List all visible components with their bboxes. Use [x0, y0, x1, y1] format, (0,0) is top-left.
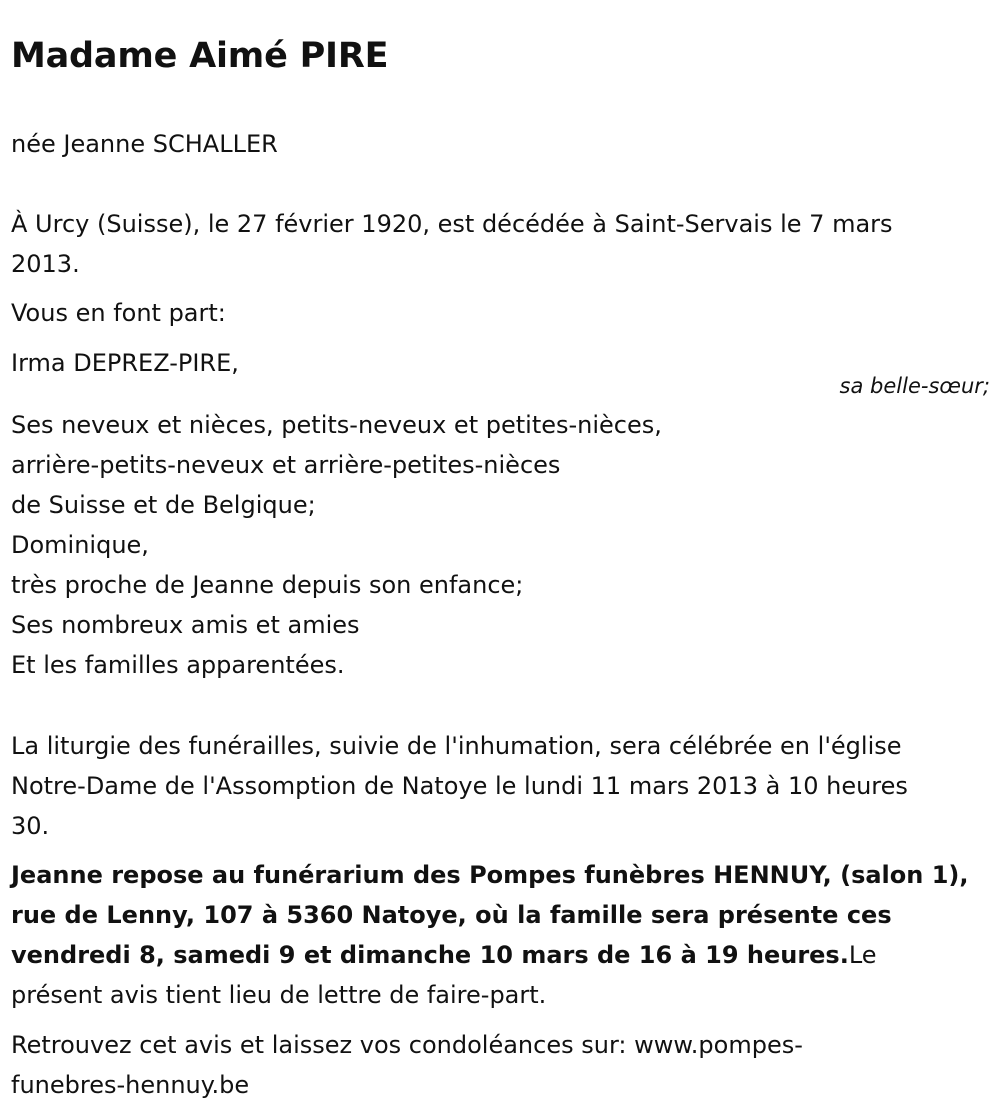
repose-tail-line: présent avis tient lieu de lettre de faire-part.	[11, 981, 547, 1009]
website-line: Retrouvez cet avis et laissez vos condoléances sur: www.pompes-	[11, 1031, 803, 1059]
sister-in-law-name: Irma DEPREZ-PIRE,	[11, 349, 239, 377]
family-line: de Suisse et de Belgique;	[11, 491, 316, 519]
family-line: Ses neveux et nièces, petits-neveux et petites-nièces,	[11, 411, 662, 439]
family-line: Dominique,	[11, 531, 149, 559]
announce-intro: Vous en font part:	[11, 299, 226, 327]
family-line: Et les familles apparentées.	[11, 651, 345, 679]
repose-line: rue de Lenny, 107 à 5360 Natoye, où la famille sera présente ces	[11, 901, 892, 929]
family-line: Ses nombreux amis et amies	[11, 611, 360, 639]
sister-in-law-relation: sa belle-sœur;	[839, 374, 990, 398]
repose-line: Jeanne repose au funérarium des Pompes funèbres HENNUY, (salon 1),	[11, 861, 969, 889]
birth-death-line-1: À Urcy (Suisse), le 27 février 1920, est décédée à Saint-Servais le 7 mars	[11, 210, 893, 238]
notice-title: Madame Aimé PIRE	[11, 36, 389, 76]
repose-tail-inline: Le	[848, 941, 877, 969]
family-line: arrière-petits-neveux et arrière-petites-nièces	[11, 451, 561, 479]
liturgy-line: La liturgie des funérailles, suivie de l'inhumation, sera célébrée en l'église	[11, 732, 902, 760]
family-line: très proche de Jeanne depuis son enfance;	[11, 571, 524, 599]
birth-name: née Jeanne SCHALLER	[11, 130, 278, 158]
repose-line-with-tail	[11, 935, 877, 975]
repose-line: vendredi 8, samedi 9 et dimanche 10 mars de 16 à 19 heures.	[11, 941, 849, 969]
liturgy-line: 30.	[11, 812, 50, 840]
website-line: funebres-hennuy.be	[11, 1071, 250, 1099]
birth-death-line-2: 2013.	[11, 250, 80, 278]
liturgy-line: Notre-Dame de l'Assomption de Natoye le lundi 11 mars 2013 à 10 heures	[11, 772, 908, 800]
